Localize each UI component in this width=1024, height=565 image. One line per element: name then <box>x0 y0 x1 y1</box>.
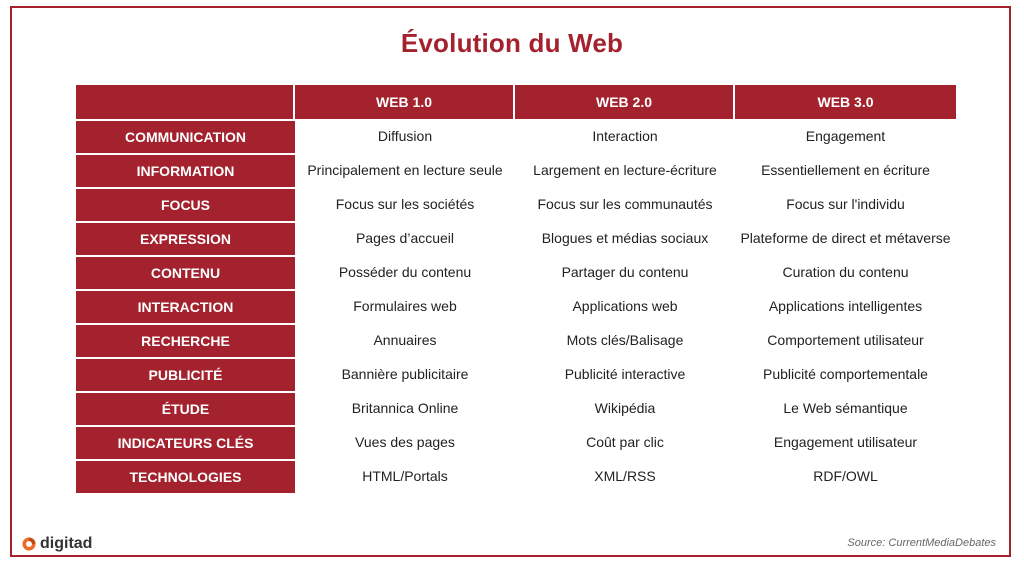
table-cell-web1: Principalement en lecture seule <box>307 162 503 178</box>
row-label: FOCUS <box>76 187 295 221</box>
table-cell-web2: XML/RSS <box>594 468 656 484</box>
digitad-logo-icon <box>22 537 36 551</box>
table-header-corner <box>76 85 295 119</box>
row-label: PUBLICITÉ <box>76 357 295 391</box>
table-cell-web1: Focus sur les sociétés <box>335 196 475 212</box>
table-cell-web2: Publicité interactive <box>564 366 686 382</box>
table-cell-web3: Publicité comportementale <box>763 366 928 382</box>
column-header-web1: WEB 1.0 <box>295 85 515 119</box>
table-cell-web1: Diffusion <box>377 128 433 144</box>
table-cell-web3: Plateforme de direct et métaverse <box>740 230 951 246</box>
table-cell-web3: Focus sur l'individu <box>786 196 905 212</box>
table-cell-web3: Le Web sémantique <box>783 400 908 416</box>
table-cell-web3: RDF/OWL <box>813 468 878 484</box>
row-label: ÉTUDE <box>76 391 295 425</box>
row-label: EXPRESSION <box>76 221 295 255</box>
table-cell-web3: Curation du contenu <box>782 264 909 280</box>
table-cell-web3: Engagement <box>805 128 886 144</box>
row-label: TECHNOLOGIES <box>76 459 295 493</box>
table-cell-web1: Pages d’accueil <box>355 230 455 246</box>
table-cell-web3: Essentiellement en écriture <box>761 162 930 178</box>
table-cell-web2: Partager du contenu <box>561 264 689 280</box>
table-cell-web1: Annuaires <box>373 332 437 348</box>
logo-text: digitad <box>40 535 93 552</box>
table-cell-web2: Wikipédia <box>594 400 656 416</box>
table-cell-web1: Britannica Online <box>351 400 459 416</box>
table-cell-web2: Applications web <box>572 298 678 314</box>
row-label: INDICATEURS CLÉS <box>76 425 295 459</box>
row-label: COMMUNICATION <box>76 119 295 153</box>
source-citation: Source: CurrentMediaDebates <box>847 537 996 549</box>
column-header-web3: WEB 3.0 <box>735 85 956 119</box>
table-cell-web1: Bannière publicitaire <box>341 366 469 382</box>
table-cell-web2: Largement en lecture-écriture <box>533 162 717 178</box>
table-cell-web3: Engagement utilisateur <box>773 434 918 450</box>
table-cell-web2: Interaction <box>592 128 658 144</box>
table-cell-web3: Applications intelligentes <box>768 298 923 314</box>
table-cell-web3: Comportement utilisateur <box>767 332 924 348</box>
row-label: INTERACTION <box>76 289 295 323</box>
table-cell-web1: HTML/Portals <box>362 468 448 484</box>
table-cell-web1: Formulaires web <box>353 298 457 314</box>
table-cell-web2: Mots clés/Balisage <box>566 332 684 348</box>
table-cell-web1: Posséder du contenu <box>338 264 472 280</box>
table-cell-web2: Focus sur les communautés <box>537 196 713 212</box>
comparison-table <box>76 85 956 493</box>
row-label: CONTENU <box>76 255 295 289</box>
page-title: Évolution du Web <box>400 28 624 58</box>
table-cell-web2: Blogues et médias sociaux <box>541 230 709 246</box>
table-cell-web2: Coût par clic <box>586 434 664 450</box>
row-label: INFORMATION <box>76 153 295 187</box>
row-label: RECHERCHE <box>76 323 295 357</box>
column-header-web2: WEB 2.0 <box>515 85 735 119</box>
digitad-logo <box>22 535 92 553</box>
table-cell-web1: Vues des pages <box>355 434 455 450</box>
